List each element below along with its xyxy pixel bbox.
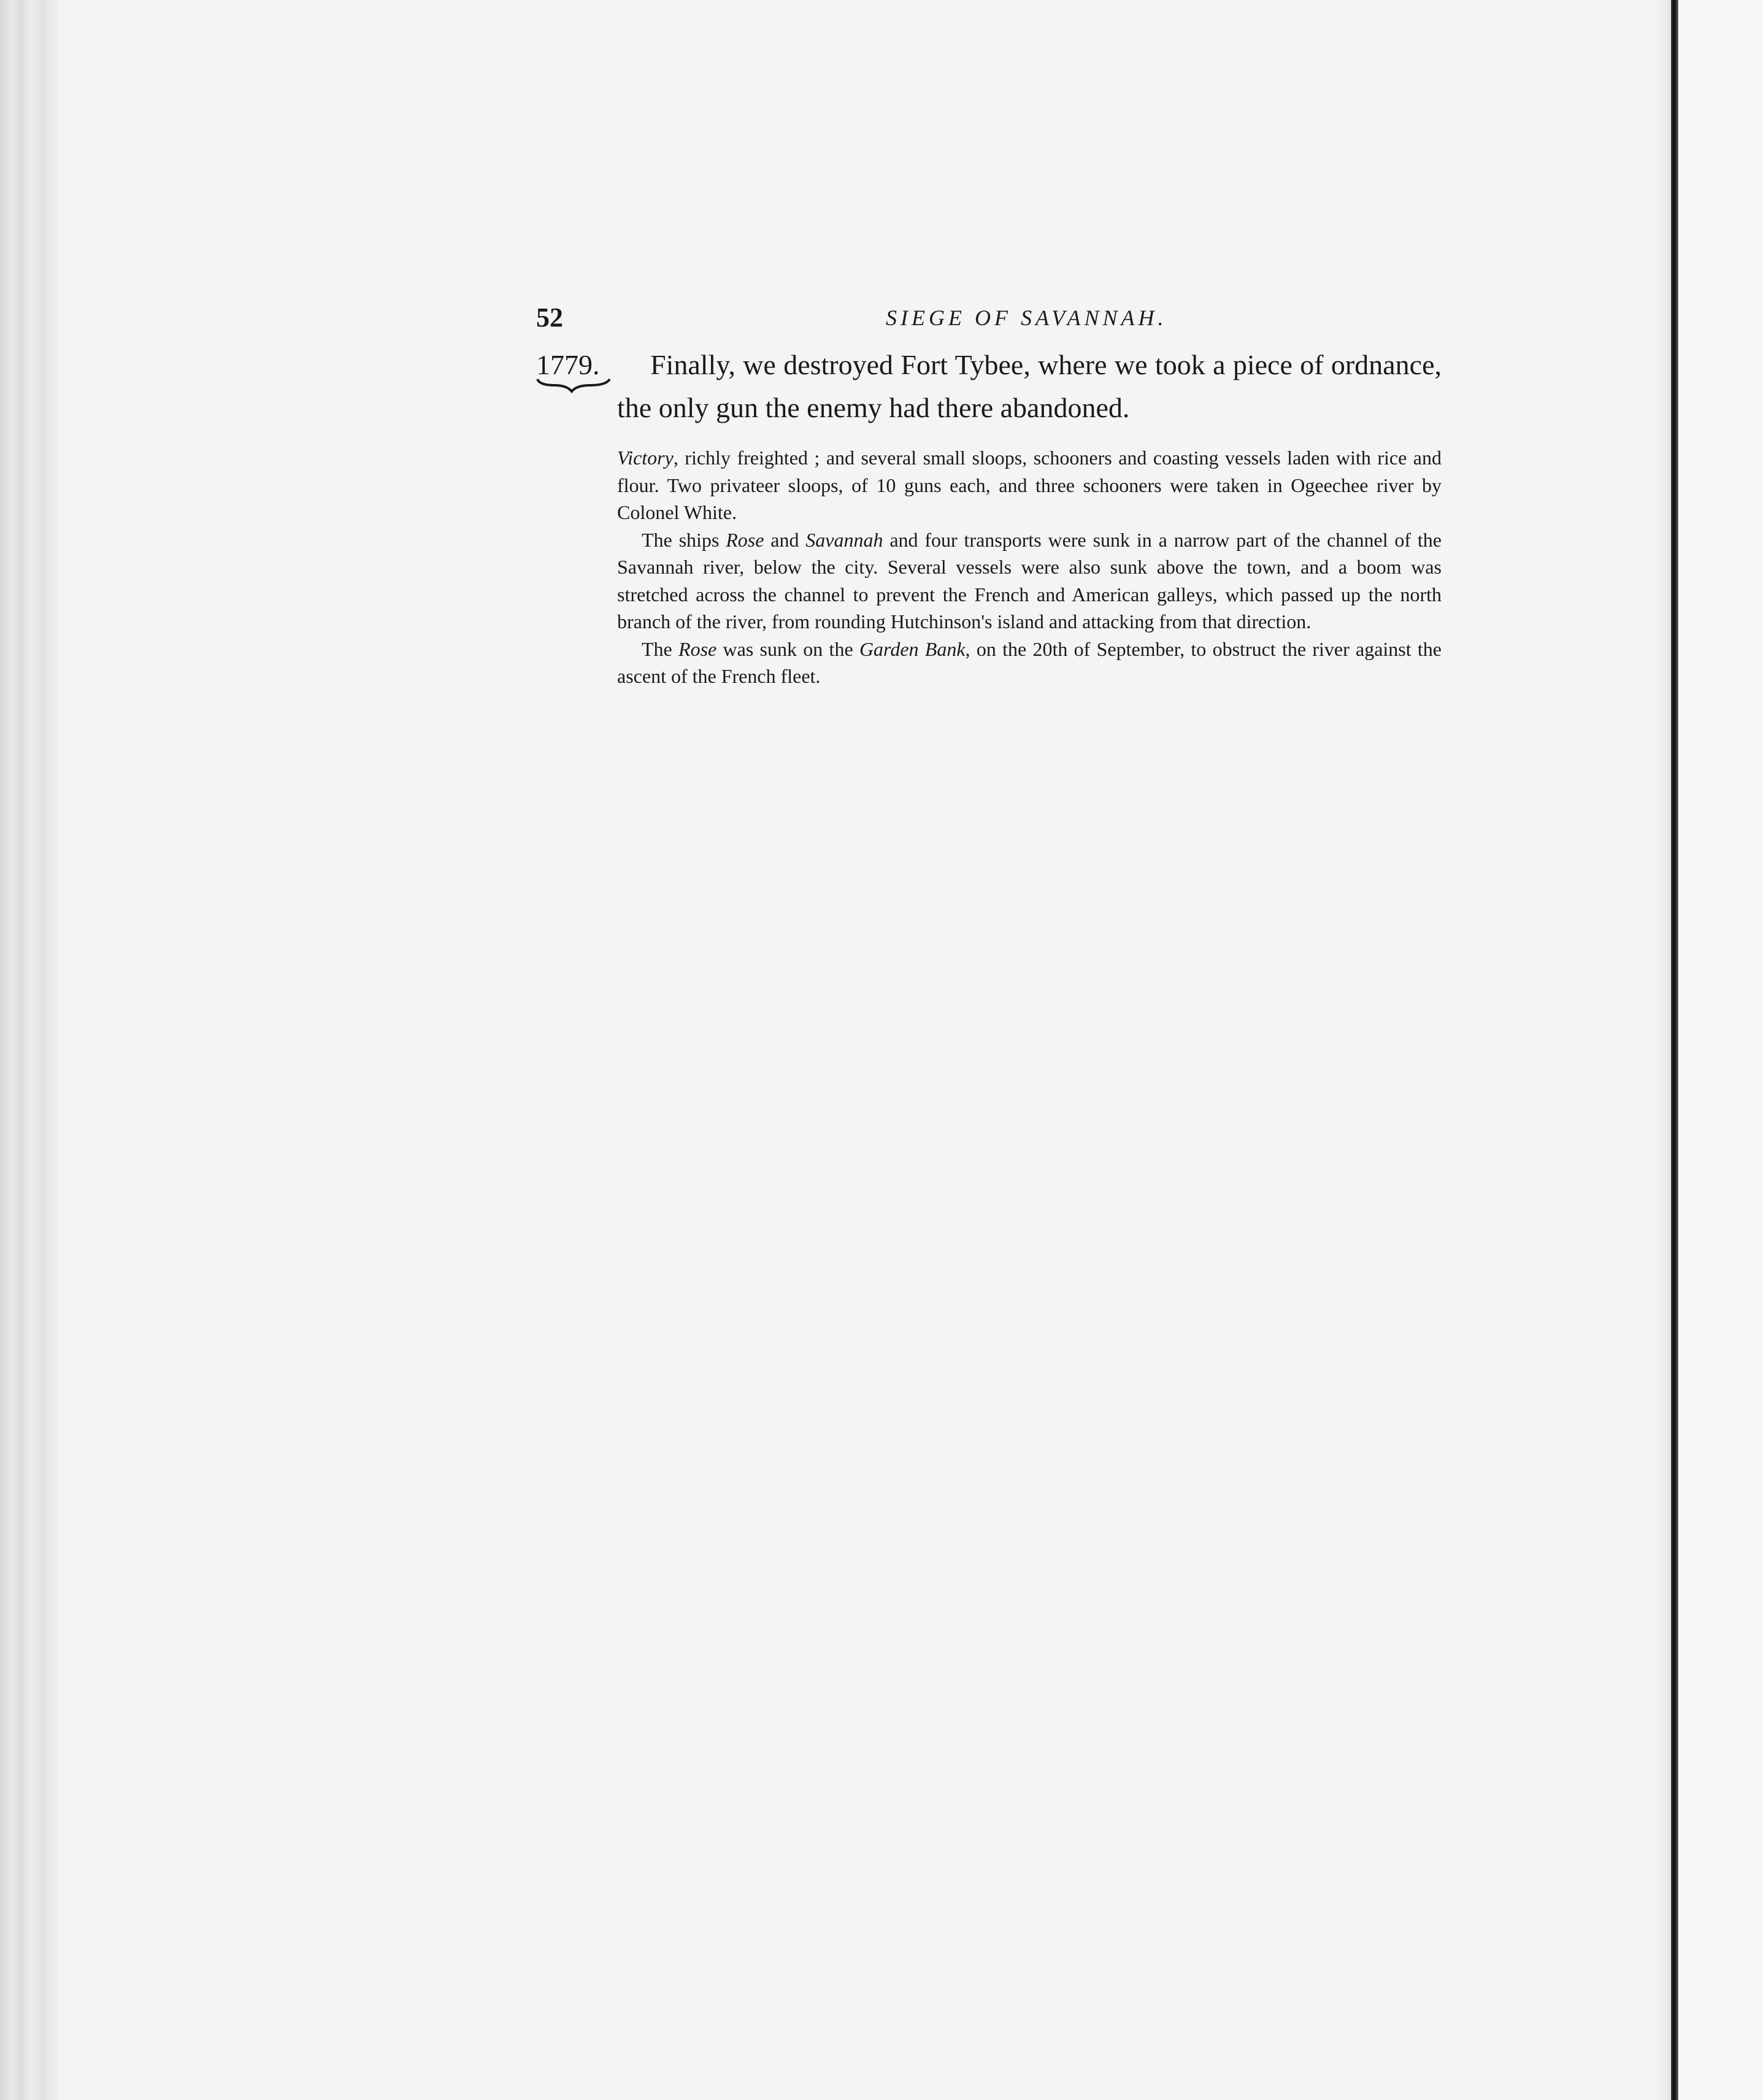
running-title: SIEGE OF SAVANNAH. [886, 306, 1167, 330]
page-right-margin [1671, 0, 1763, 2100]
footnote-italic: Victory [617, 447, 674, 469]
footnote-text: and [764, 528, 806, 551]
page-stack-edge [0, 0, 58, 2100]
footnote-italic: Rose [678, 637, 717, 660]
margin-brace-icon [534, 375, 613, 400]
footnote-text: , richly freighted ; and several small sloops, schooners and coasting vessels laden with rice and flour. Two privateer sloops, of 10 guns each, and three schooners were taken in Ogeechee river by Colonel White. [617, 447, 1442, 523]
page-edge-line [1671, 0, 1678, 2100]
page-gutter-shadow [1656, 0, 1671, 2100]
footnote-paragraph-1 [617, 444, 1442, 526]
footnote-text: and four transports were sunk in a narrow part of the channel of the Savannah river, below the city. Several vessels were also sunk above the town, and a boom was stretched across the channel to prevent the French and American galleys, which passed up the north branch of the river, from rounding Hutchinson's island and attacking from that direction. [617, 528, 1442, 633]
main-paragraph: Finally, we destroyed Fort Tybee, where we took a piece of ordnance, the only gun the enemy had there abandoned. [617, 349, 1442, 423]
running-head [536, 299, 1174, 336]
footnote-paragraph-3 [617, 636, 1442, 690]
margin-year: 1779. [536, 349, 600, 380]
footnote-text: was sunk on the [716, 637, 859, 660]
footnote-text: The ships [642, 528, 726, 551]
footnotes [617, 444, 1442, 690]
footnote-text: , on the 20th of September, to obstruct the river against the ascent of the French fleet. [617, 637, 1442, 687]
footnote-text: The [642, 637, 679, 660]
footnote-italic: Savannah [805, 528, 883, 551]
page-number: 52 [536, 302, 563, 333]
footnote-paragraph-2 [617, 526, 1442, 636]
footnote-italic: Rose [726, 528, 764, 551]
footnote-italic: Garden Bank [859, 637, 966, 660]
